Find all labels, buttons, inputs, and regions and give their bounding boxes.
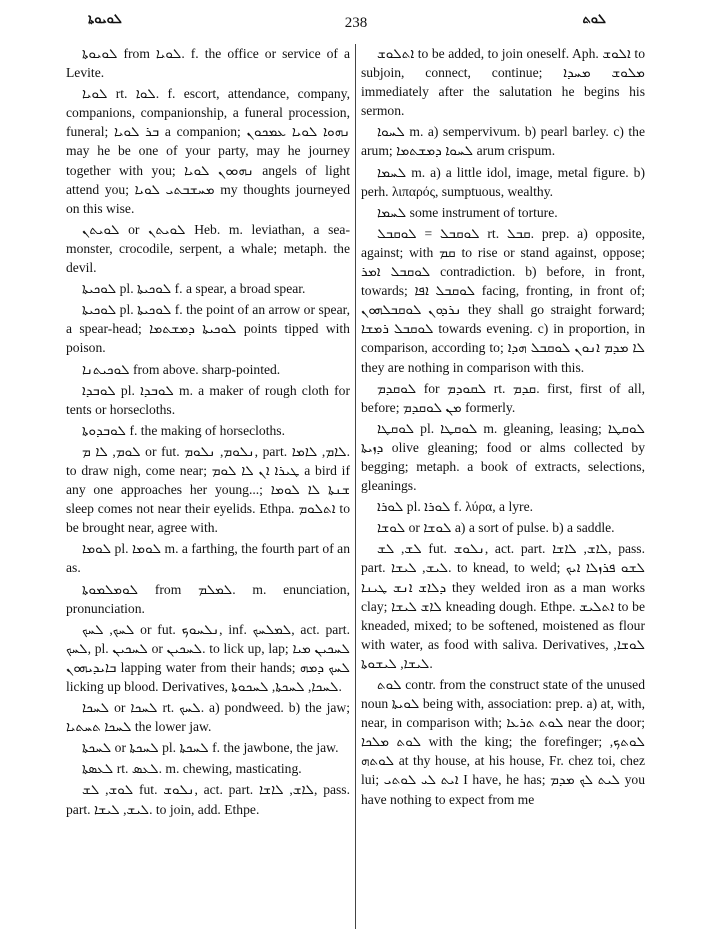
dictionary-entry: ܐܬܠܘܫ to be added, to join oneself. Aph. ܐܠܘܫ to subjoin, connect, continue; ܡܠܘܫ ܡܚܕܐ immediately after the salutation he begins his sermon.: [361, 46, 645, 119]
dictionary-entry: ܠܘܬ contr. from the construct state of the unused noun ܠܘܝܬܐ being with, association: prep. a) at, with, near, in comparison with; ܠܘܬ ܬܪܥܐ near the door; ܠܘܬ ܡܠܟܐ with the king; the forefinger; ܠܘܬܟ, ܠܘܬܗ at thy house, at his house, Fr. chez toi, chez lui; ܐܝܬ ܠܝ ܠܘܬܝ I have, he has; ܠܝܬ ܠܟ ܡܕܡ you have nothing to expect from me: [361, 677, 646, 807]
dictionary-entry: ܠܘܫܐ or ܠܘܫܐ a) a sort of pulse. b) a saddle.: [377, 520, 615, 536]
dictionary-entry: ܠܘܒܕܐ pl. ܠܘܒܕܐ m. a maker of rough cloth for tents or horsecloths.: [66, 382, 350, 417]
left-column: [66, 44, 350, 819]
dictionary-entry: ܠܘܡܐ pl. ܠܘܡܐ m. a farthing, the fourth part of an as.: [66, 541, 350, 576]
dictionary-entry: ܠܚܡܐ m. a) a little idol, image, metal figure. b) perh. λιπαρός, sumptuous, wealthy.: [361, 164, 645, 199]
dictionary-entry: ܠܘܟܝܬܐ pl. ܠܘܟܝܬܐ f. a spear, a broad spear.: [82, 281, 306, 297]
dictionary-entry: ܠܘܪܐ pl. ܠܘܪܐ f. λύρα, a lyre.: [377, 499, 533, 515]
dictionary-entry: ܠܚܘܐ m. a) sempervivum. b) pearl barley. c) the arum; ܠܚܘܐ ܕܡܫܬܡܐ arum crispum.: [361, 124, 645, 159]
page-header: [66, 12, 646, 38]
dictionary-entry: ܠܘܡ, ܠܐ ܡ or fut. ܢܠܘܡ, ܢܠܘܡ, part. ܠܐܡ, ܠܐܡܐ. to draw nigh, come near; ܛܝܪܐ ܐܢ ܠܐ ܠܘܡ a bird if any one approaches her young...; ܫܢܬܐ ܠܐ ܠܘܡܐ sleep comes not near their eyelids. Ethpa. ܐܬܠܘܡ to be brought near, agree with.: [66, 443, 351, 536]
dictionary-entry: ܠܫ, ܠܫ fut. ܢܠܘܫ, act. part. ܠܐܫ, ܠܐܫܐ, pass. part. ܠܝܫ, ܠܝܫܐ. to knead, to weld; ܠܫܘ ܦܪܙܠܐ ܐܝܟ ܕܠܐܫ ܐܢܫ ܛܝܢܐ they welded iron as a man works clay; ܠܐܫ ܠܝܫܐ kneading dough. Ethpe. ܐܬܠܝܫ to be kneaded, mixed; to be softened, moistened as flour with water, as food with saliva. Derivatives, ܠܘܫܐ, ܠܝܫܐ, ܠܝܫܘܬܐ.: [361, 541, 646, 671]
dictionary-entry: ܠܘܡܠܡܘܬܐ from ܠܡܠܡ. m. enunciation, pronunciation.: [66, 581, 350, 616]
right-column: [361, 44, 645, 809]
dictionary-entry: ܠܘܒܕܘܬܐ f. the making of horsecloths.: [82, 422, 285, 438]
dictionary-entry: ܠܘܝܘܬܐ from ܠܘܝܐ. f. the office or service of a Levite.: [66, 46, 350, 81]
column-divider: [355, 44, 356, 929]
dictionary-entry: ܠܘܟܝܬܢܐ from above. sharp-pointed.: [82, 361, 281, 377]
dictionary-entry: ܠܚܡܐ some instrument of torture.: [377, 204, 558, 220]
running-head-right: ܠܘܬ: [582, 12, 606, 27]
dictionary-entry: ܠܘܟܝܬܐ pl. ܠܘܟܝܬܐ f. the point of an arrow or spear, a spear-head; ܠܘܟܝܬܐ ܕܡܫܬܡܐ points tipped with poison.: [66, 302, 350, 356]
dictionary-entry: ܠܚܟܐ or ܠܚܟܐ rt. ܠܚܟ. a) pondweed. b) the jaw; ܠܚܟܐ ܬܚܬܝܐ the lower jaw.: [66, 700, 351, 735]
dictionary-entry: ܠܘܩܕܡ for ܠܩܘܕܡ rt. ܩܕܡ. first, first of all, before; ܡܢ ܠܘܩܕܡ formerly.: [361, 380, 646, 415]
dictionary-entry: ܠܘܩܛܐ pl. ܠܘܩܛܐ m. gleaning, leasing; ܠܘܩܛܐ ܕܙܝܬܐ olive gleaning; food or alms collected by begging; metaph. a book of extracts, selections, gleanings.: [361, 420, 645, 494]
dictionary-entry: ܠܚܟ, ܠܚܟ or fut. ܢܠܚܘܟ, inf. ܠܡܠܚܟ, act. part. ܠܚܟ, pl. ܠܚܟܝܢ or ܠܚܟܝܢ. to lick up, lap; ܠܚܟܝܢ ܡܝܐ ܒܐܝܕܝܗܘܢ lapping water from their hands; ܠܚܟ ܕܡܗ licking up blood. Derivatives, ܠܚܟܐ, ܠܚܟܬܐ, ܠܚܟܘܬܐ.: [66, 621, 350, 694]
dictionary-entry: ܠܘܝܬܢ or ܠܘܝܬܢ Heb. m. leviathan, a sea-monster, crocodile, serpent, a whale; metaph. the devil.: [66, 221, 350, 276]
running-head-left: ܠܘܝܘܬܐ: [88, 12, 122, 27]
dictionary-entry: ܠܘܩܒܠ = ܠܘܩܒܠ rt. ܩܒܠ. prep. a) opposite, against; with ܩܡ to rise or stand against, oppose; ܠܘܩܒܠ ܐܡܪ contradiction. b) before, in front, towards; ܠܘܩܒܠ ܐܦܐ facing, fronting, in front of; ܢܪܕܘܢ ܠܘܩܒܠܗܘܢ they shall go straight forward; ܠܘܩܒܠ ܪܡܫܐ towards evening. c) in proportion, in comparison, according to; ܠܐ ܡܕܡ ܐܢܘܢ ܠܘܩܒܠ ܗܕܐ they are nothing in comparison with this.: [361, 225, 646, 375]
page-number: 238: [344, 15, 368, 31]
dictionary-entry: ܠܥܣܬܐ rt. ܠܥܣ. m. chewing, masticating.: [82, 761, 302, 777]
dictionary-entry: ܠܚܟܬܐ or ܠܚܟܬܐ pl. ܠܚܟܬܐ f. the jawbone, the jaw.: [82, 740, 339, 756]
dictionary-entry: ܠܘܝܐ rt. ܠܘܐ. f. escort, attendance, company, companions, companionship, a funeral procession, funeral; ܒܪ ܠܘܝܐ a companion; ܢܗܘܐ ܠܘܝܐ ܥܡܟܘܢ may he be one of your party, may he journey together with you; ܢܗܘܘܢ ܠܘܝܐ angels of light attend you; ܡܚܫܒܬܝ ܠܘܝܐ my thoughts journeyed on this wise.: [66, 86, 350, 216]
dictionary-entry: ܠܘܫ, ܠܫ fut. ܢܠܘܫ, act. part. ܠܐܫ, ܠܐܫܐ, pass. part. ܠܝܫ, ܠܝܫܐ. to join, add. Ethpe.: [66, 782, 350, 817]
